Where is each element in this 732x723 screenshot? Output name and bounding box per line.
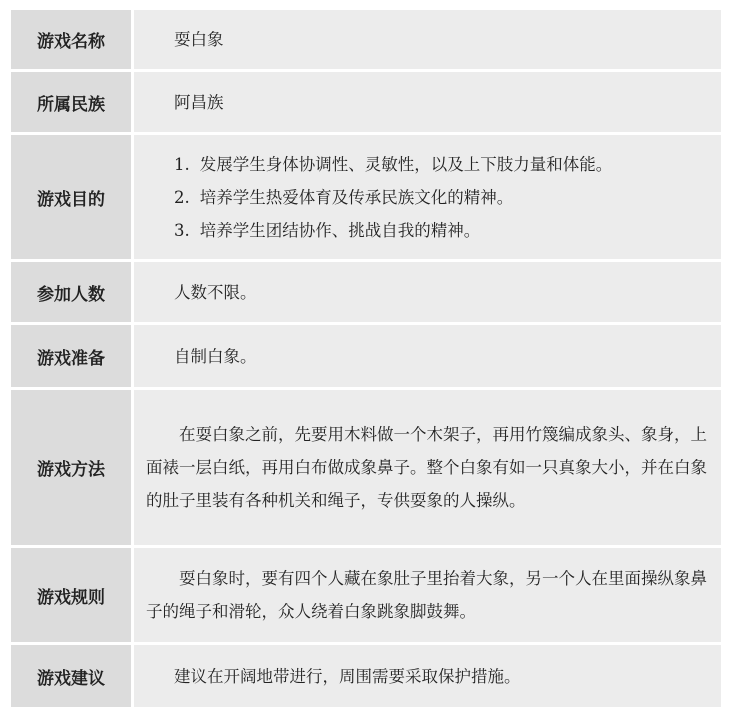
row-label: 游戏规则 [11, 548, 131, 642]
list-text: 发展学生身体协调性、灵敏性，以及上下肢力量和体能。 [199, 154, 613, 174]
row-value [134, 325, 721, 387]
ethnic-group-text: 阿昌族 [174, 92, 224, 112]
row-label: 游戏名称 [11, 10, 131, 69]
list-number: 1. [174, 154, 190, 174]
row-value [134, 262, 721, 322]
list-text: 培养学生团结协作、挑战自我的精神。 [199, 220, 481, 240]
row-label: 游戏建议 [11, 645, 131, 707]
game-info-table [11, 10, 721, 710]
row-value [134, 548, 721, 642]
suggestion-text: 建议在开阔地带进行，周围需要采取保护措施。 [174, 666, 521, 686]
participants-text: 人数不限。 [174, 282, 257, 302]
list-number: 2. [174, 187, 190, 207]
row-value [134, 645, 721, 707]
row-label: 游戏准备 [11, 325, 131, 387]
row-game-purpose [11, 135, 721, 259]
row-value [134, 10, 721, 69]
list-number: 3. [174, 220, 190, 240]
row-participants [11, 262, 721, 322]
purpose-item [174, 148, 707, 181]
row-preparation [11, 325, 721, 387]
preparation-text: 自制白象。 [174, 346, 257, 366]
purpose-item [174, 214, 707, 247]
list-text: 培养学生热爱体育及传承民族文化的精神。 [199, 187, 514, 207]
method-text: 在耍白象之前，先要用木料做一个木架子，再用竹篾编成象头、象身，上面裱一层白纸，再用白布做成象鼻子。整个白象有如一只真象大小，并在白象的肚子里装有各种机关和绳子，专供耍象的人操纵。 [146, 425, 707, 510]
row-label: 游戏目的 [11, 135, 131, 259]
purpose-item [174, 181, 707, 214]
row-game-name [11, 10, 721, 69]
row-suggestion [11, 645, 721, 707]
row-label: 参加人数 [11, 262, 131, 322]
rules-text: 耍白象时，要有四个人藏在象肚子里抬着大象，另一个人在里面操纵象鼻子的绳子和滑轮，众人绕着白象跳象脚鼓舞。 [146, 569, 707, 621]
purpose-list [146, 148, 707, 247]
row-label: 所属民族 [11, 72, 131, 132]
row-value [134, 390, 721, 545]
row-label: 游戏方法 [11, 390, 131, 545]
row-ethnic-group [11, 72, 721, 132]
row-method [11, 390, 721, 545]
game-name-text: 耍白象 [174, 30, 224, 49]
row-value [134, 72, 721, 132]
row-rules [11, 548, 721, 642]
row-value [134, 135, 721, 259]
